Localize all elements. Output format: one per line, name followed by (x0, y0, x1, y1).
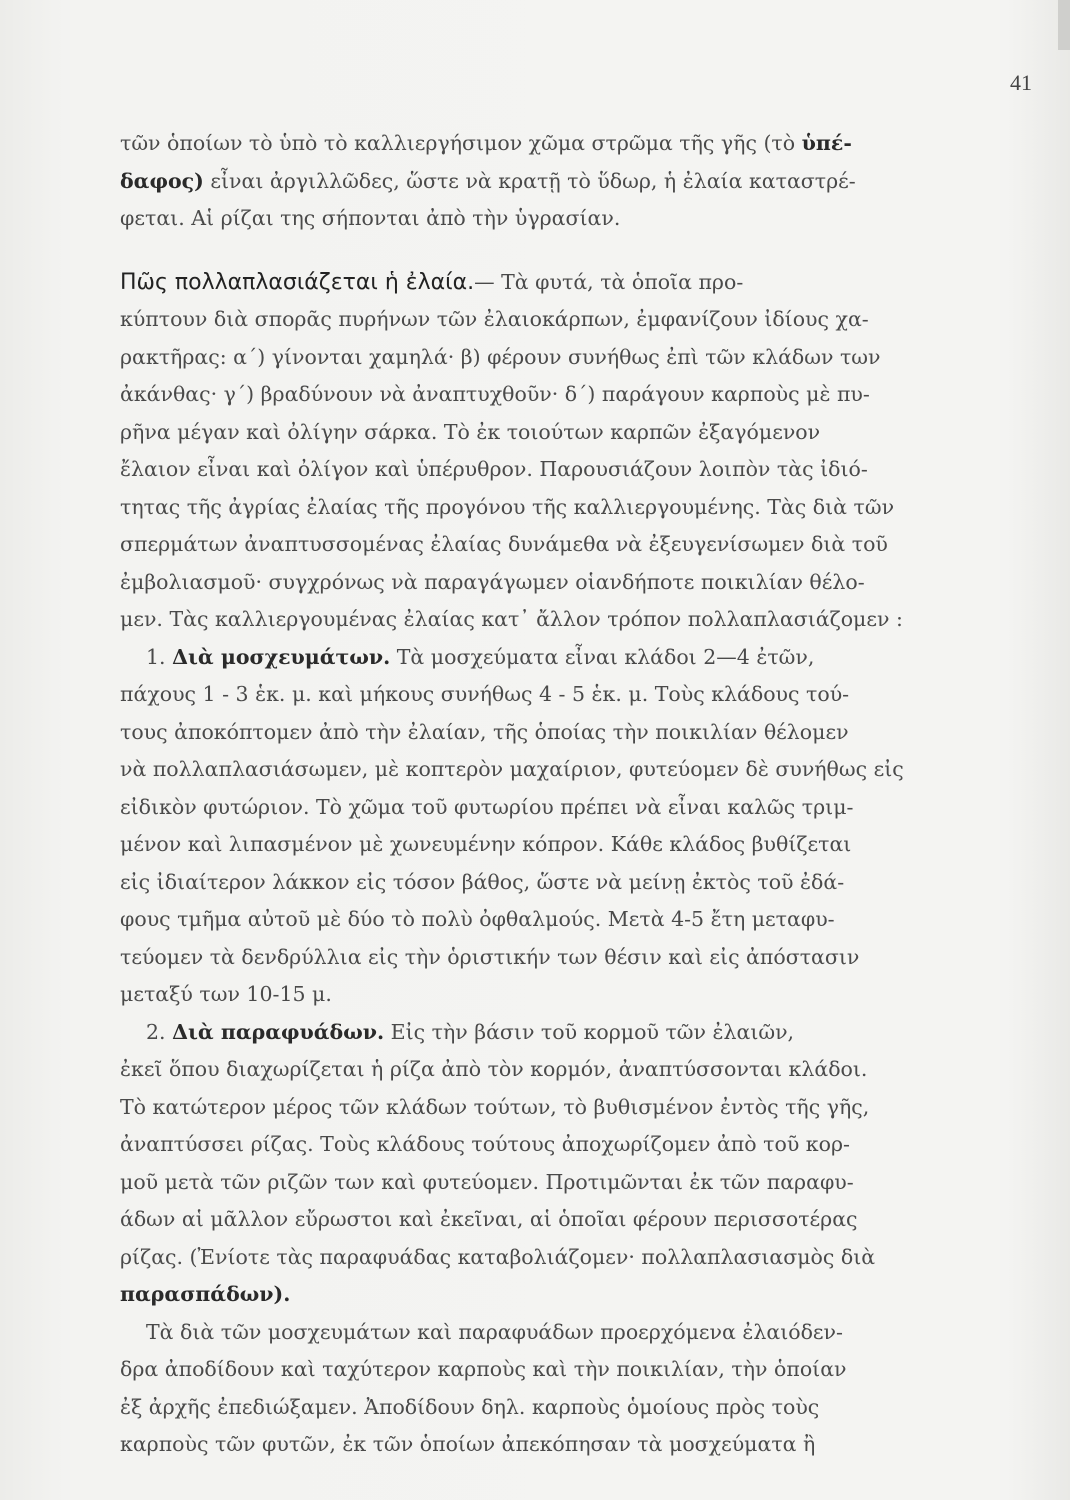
text-segment: μένον καὶ λιπασμένον μὲ χωνευμένην κόπρον. Κάθε κλάδος βυθίζεται (120, 832, 852, 856)
bold-term: ὑπέ- (801, 131, 852, 155)
body-text (120, 125, 910, 1464)
page-number: 41 (1010, 70, 1032, 95)
text-line (120, 676, 910, 714)
text-segment: Τὰ διὰ τῶν μοσχευμάτων καὶ παραφυάδων προερχόμενα ἐλαιόδεν- (146, 1319, 843, 1344)
text-segment: τητας τῆς ἀγρίας ἐλαίας τῆς προγόνου τῆς καλλιεργουμένης. Τὰς διὰ τῶν (120, 494, 895, 519)
text-line (120, 489, 910, 527)
text-segment: φεται. Αἱ ρίζαι της σήπονται ἀπὸ τὴν ὑγρασίαν. (120, 206, 621, 230)
text-segment: 2. (146, 1019, 173, 1044)
text-segment: τους ἀποκόπτομεν ἀπὸ τὴν ἐλαίαν, τῆς ὁποίας τὴν ποικιλίαν θέλομεν (120, 719, 849, 744)
text-segment: ἀναπτύσσει ρίζας. Τοὺς κλάδους τούτους ἀποχωρίζομεν ἀπὸ τοῦ κορ- (120, 1132, 850, 1156)
text-segment: ρίζας. (Ἐνίοτε τὰς παραφυάδας καταβολιάζομεν· πολλαπλασιασμὸς διὰ (120, 1244, 876, 1269)
page-edge-mark (1058, 0, 1070, 50)
text-line (120, 125, 910, 163)
text-segment: δρα ἀποδίδουν καὶ ταχύτερον καρποὺς καὶ τὴν ποικιλίαν, τὴν ὁποίαν (120, 1357, 847, 1381)
text-line (120, 1239, 910, 1277)
text-segment: μεταξύ των 10-15 μ. (120, 982, 332, 1006)
text-segment: μοῦ μετὰ τῶν ριζῶν των καὶ φυτεύομεν. Προτιμῶνται ἐκ τῶν παραφυ- (120, 1169, 854, 1194)
text-line (120, 339, 910, 377)
text-line (120, 601, 910, 639)
text-line (120, 451, 910, 489)
text-segment: κύπτουν διὰ σπορᾶς πυρήνων τῶν ἐλαιοκάρπων, ἐμφανίζουν ἰδίους χα- (120, 307, 869, 331)
text-line (120, 1126, 910, 1164)
text-line (120, 301, 910, 339)
text-segment: Εἰς τὴν βάσιν τοῦ κορμοῦ τῶν ἐλαιῶν, (384, 1019, 795, 1044)
section-heading: Πῶς πολλαπλασιάζεται ἡ ἐλαία. (120, 269, 475, 295)
text-segment: Τὰ μοσχεύματα εἶναι κλάδοι 2—4 ἐτῶν, (390, 644, 815, 669)
text-segment: καρποὺς τῶν φυτῶν, ἐκ τῶν ὁποίων ἀπεκόπησαν τὰ μοσχεύματα ἢ (120, 1432, 816, 1456)
text-segment: εἰς ἰδιαίτερον λάκκον εἰς τόσον βάθος, ὥστε νὰ μείνῃ ἐκτὸς τοῦ ἐδά- (120, 869, 845, 894)
text-line (120, 163, 910, 201)
text-line (120, 751, 910, 789)
text-segment: ἀκάνθας· γ΄) βραδύνουν νὰ ἀναπτυχθοῦν· δ΄) παράγουν καρποὺς μὲ πυ- (120, 382, 870, 406)
text-line (120, 789, 910, 827)
text-line (120, 1426, 910, 1464)
text-line (120, 376, 910, 414)
text-segment: φους τμῆμα αὐτοῦ μὲ δύο τὸ πολὺ ὀφθαλμούς. Μετὰ 4-5 ἔτη μεταφυ- (120, 907, 835, 931)
text-segment: ἔλαιον εἶναι καὶ ὀλίγον καὶ ὑπέρυθρον. Παρουσιάζουν λοιπὸν τὰς ἰδιό- (120, 457, 868, 481)
text-line (120, 264, 910, 302)
text-segment: ρακτῆρας: α΄) γίνονται χαμηλά· β) φέρουν συνήθως ἐπὶ τῶν κλάδων των (120, 344, 881, 369)
text-line (120, 976, 910, 1014)
text-segment: ρῆνα μέγαν καὶ ὀλίγην σάρκα. Τὸ ἐκ τοιούτων καρπῶν ἐξαγόμενον (120, 419, 821, 444)
text-segment: ἐμβολιασμοῦ· συγχρόνως νὰ παραγάγωμεν οἱανδήποτε ποικιλίαν θέλο- (120, 569, 865, 594)
text-line (120, 1014, 910, 1052)
bold-term: δαφος) (120, 168, 204, 193)
text-segment: Τὸ κατώτερον μέρος τῶν κλάδων τούτων, τὸ βυθισμένον ἐντὸς τῆς γῆς, (120, 1094, 870, 1119)
text-line (120, 1051, 910, 1089)
text-segment: ἐξ ἀρχῆς ἐπεδιώξαμεν. Ἀποδίδουν δηλ. καρποὺς ὁμοίους πρὸς τοὺς (120, 1394, 820, 1419)
text-line (120, 639, 910, 677)
text-line (120, 901, 910, 939)
text-segment: — Τὰ φυτά, τὰ ὁποῖα προ- (474, 269, 744, 294)
text-segment: εἰδικὸν φυτώριον. Τὸ χῶμα τοῦ φυτωρίου πρέπει νὰ εἶναι καλῶς τριμ- (120, 794, 854, 819)
text-segment: τεύομεν τὰ δενδρύλλια εἰς τὴν ὁριστικήν των θέσιν καὶ εἰς ἀπόστασιν (120, 944, 860, 969)
text-segment: νὰ πολλαπλασιάσωμεν, μὲ κοπτερὸν μαχαίριον, φυτεύομεν δὲ συνήθως εἰς (120, 757, 904, 781)
paragraph-gap (120, 238, 910, 264)
text-line (120, 564, 910, 602)
text-line (120, 1201, 910, 1239)
text-line (120, 526, 910, 564)
bold-term: Διὰ μοσχευμάτων. (172, 644, 391, 669)
text-line (120, 1351, 910, 1389)
bold-term: παρασπάδων). (120, 1282, 291, 1306)
text-segment: 1. (146, 644, 173, 669)
text-segment: σπερμάτων ἀναπτυσσομένας ἐλαίας δυνάμεθα νὰ ἐξευγενίσωμεν διὰ τοῦ (120, 532, 888, 556)
text-line (120, 200, 910, 238)
text-line (120, 939, 910, 977)
text-segment: άδων αἱ μᾶλλον εὔρωστοι καὶ ἐκεῖναι, αἱ ὁποῖαι φέρουν περισσοτέρας (120, 1207, 858, 1231)
bold-term: Διὰ παραφυάδων. (172, 1019, 385, 1044)
text-line (120, 714, 910, 752)
text-line (120, 414, 910, 452)
text-line (120, 1089, 910, 1127)
text-line (120, 1276, 910, 1314)
text-segment: μεν. Τὰς καλλιεργουμένας ἐλαίας κατ᾽ ἄλλον τρόπον πολλαπλασιάζομεν : (120, 607, 903, 631)
text-segment: εἶναι ἀργιλλῶδες, ὥστε νὰ κρατῇ τὸ ὕδωρ, ἡ ἐλαία καταστρέ- (203, 168, 856, 193)
text-line (120, 1389, 910, 1427)
text-segment: τῶν ὁποίων τὸ ὑπὸ τὸ καλλιεργήσιμον χῶμα στρῶμα τῆς γῆς (τὸ (120, 131, 802, 155)
text-line (120, 1164, 910, 1202)
text-line (120, 864, 910, 902)
text-line (120, 826, 910, 864)
text-segment: ἐκεῖ ὅπου διαχωρίζεται ἡ ρίζα ἀπὸ τὸν κορμόν, ἀναπτύσσονται κλάδοι. (120, 1057, 868, 1081)
text-line (120, 1314, 910, 1352)
text-segment: πάχους 1 - 3 ἑκ. μ. καὶ μήκους συνήθως 4 - 5 ἑκ. μ. Τοὺς κλάδους τού- (120, 682, 850, 706)
